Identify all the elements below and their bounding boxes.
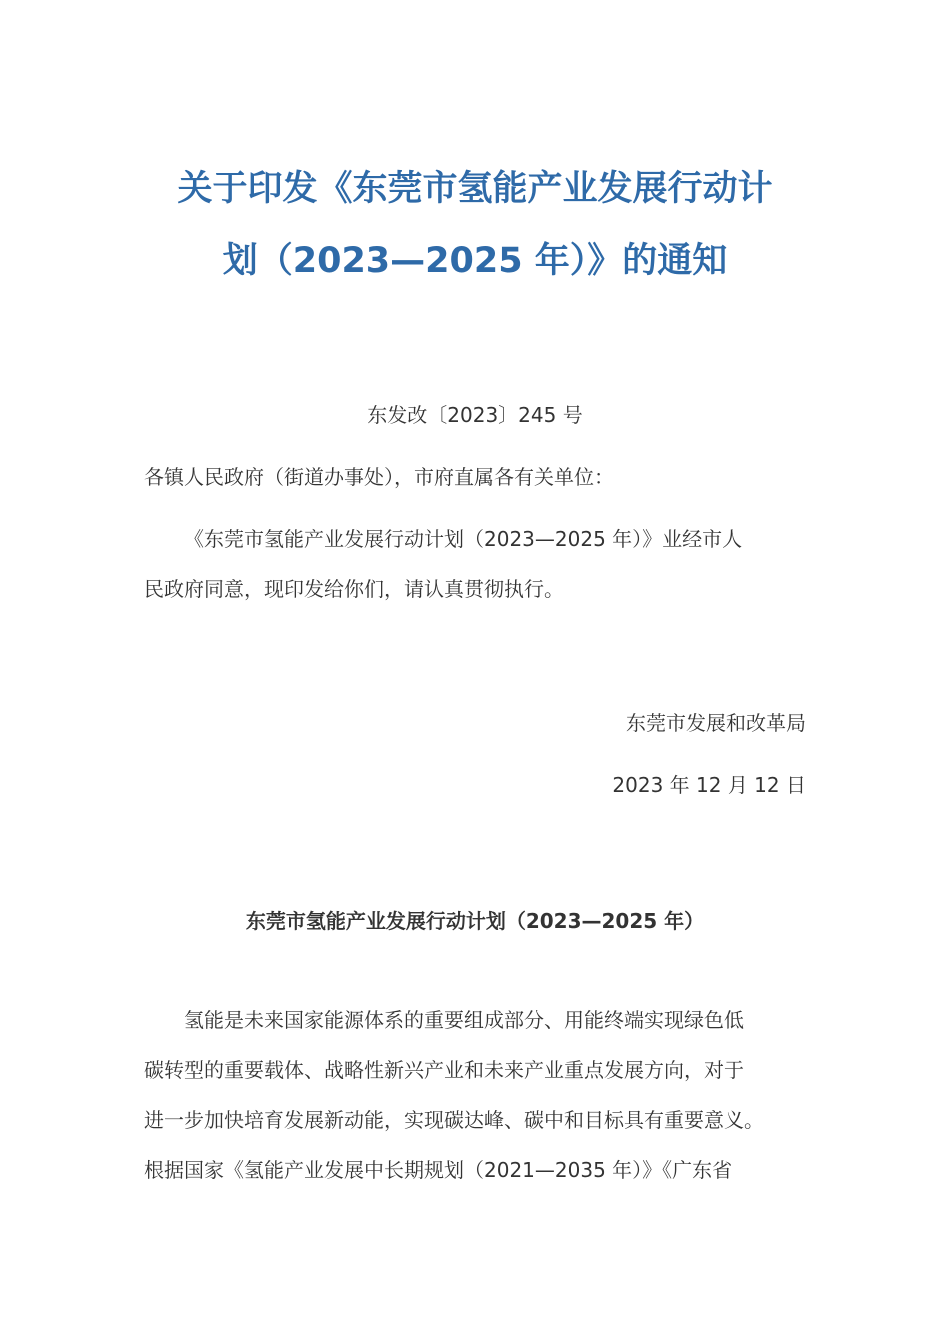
plan-title: 东莞市氢能产业发展行动计划（2023—2025 年） [245, 909, 705, 933]
addressee: 各镇人民政府（街道办事处），市府直属各有关单位： [144, 465, 614, 489]
notice-title-line-1: 关于印发《东莞市氢能产业发展行动计 [177, 169, 773, 209]
notice-title-line-2: 划（2023—2025 年）》的通知 [222, 241, 728, 281]
document-number: 东发改〔2023〕245 号 [367, 403, 583, 427]
plan-paragraph-line-1: 氢能是未来国家能源体系的重要组成部分、用能终端实现绿色低 [184, 1008, 744, 1032]
notice-body-line-1: 《东莞市氢能产业发展行动计划（2023—2025 年）》业经市人 [184, 527, 743, 551]
notice-body-line-2: 民政府同意，现印发给你们，请认真贯彻执行。 [144, 577, 564, 601]
issuer-signature: 东莞市发展和改革局 [626, 711, 806, 735]
plan-paragraph-line-4: 根据国家《氢能产业发展中长期规划（2021—2035 年）》《广东省 [144, 1158, 733, 1182]
plan-paragraph-line-3: 进一步加快培育发展新动能，实现碳达峰、碳中和目标具有重要意义。 [144, 1108, 764, 1132]
plan-paragraph-line-2: 碳转型的重要载体、战略性新兴产业和未来产业重点发展方向，对于 [144, 1058, 744, 1082]
issue-date: 2023 年 12 月 12 日 [612, 773, 806, 797]
